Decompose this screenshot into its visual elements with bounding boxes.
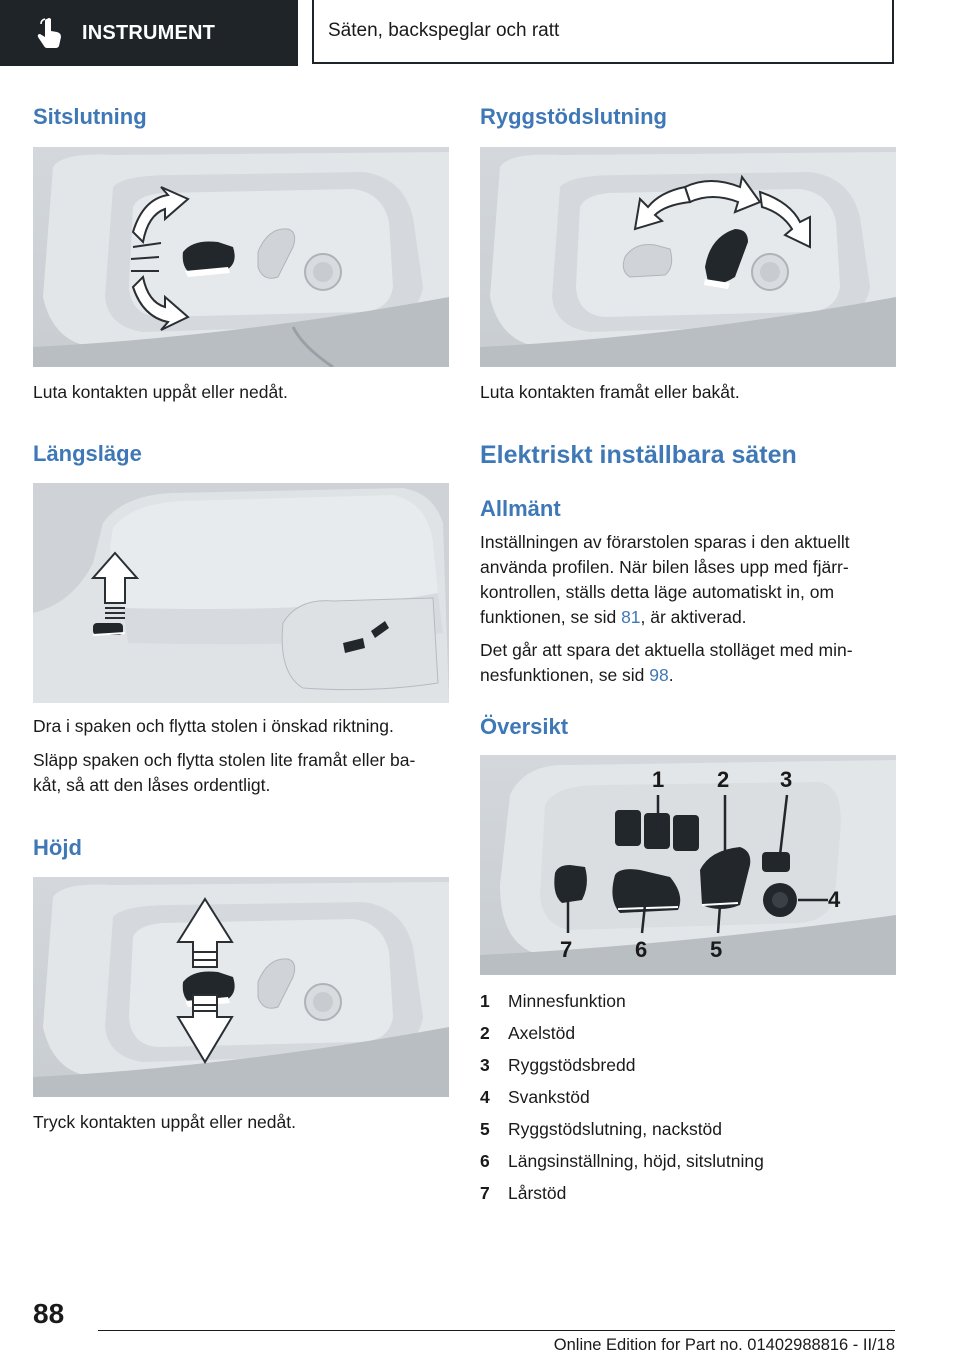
text-allmant-1b: använda profilen. När bilen låses upp med fjärr- [480, 557, 849, 577]
callout-1: 1 [652, 767, 665, 792]
legend-list [480, 985, 900, 1209]
legend-num: 1 [480, 990, 490, 1011]
heading-langslage: Längsläge [33, 441, 142, 466]
text-allmant-1d-pre: funktionen, se sid [480, 607, 622, 627]
text-langslage-1: Dra i spaken och flytta stolen i önskad riktning. [33, 716, 394, 736]
legend-item [480, 1049, 900, 1081]
page-link-81[interactable]: 81 [621, 607, 641, 627]
legend-label: Minnesfunktion [508, 990, 626, 1011]
figure-oversikt [480, 755, 896, 975]
legend-item [480, 985, 900, 1017]
figure-sitslutning [33, 147, 449, 367]
legend-label: Axelstöd [508, 1022, 576, 1043]
heading-hojd: Höjd [33, 835, 82, 860]
page-link-98[interactable]: 98 [649, 665, 669, 685]
legend-item [480, 1177, 900, 1209]
text-langslage-2b: kåt, så att den låses ordentligt. [33, 775, 271, 795]
text-allmant-2b-post: . [668, 665, 674, 685]
text-allmant-1d-post: , är aktiverad. [640, 607, 747, 627]
heading-oversikt: Översikt [480, 714, 569, 739]
callout-2: 2 [717, 767, 730, 792]
heading-allmant: Allmänt [480, 496, 561, 521]
figure-langslage [33, 483, 449, 703]
text-allmant-1d [480, 605, 747, 630]
figure-ryggstodslutning [480, 147, 896, 367]
header-title-box [312, 0, 894, 64]
header-section-tab [0, 0, 298, 66]
text-hojd: Tryck kontakten uppåt eller nedåt. [33, 1112, 296, 1132]
legend-label: Längsinställning, höjd, sitslutning [508, 1150, 764, 1171]
text-ryggstodslutning: Luta kontakten framåt eller bakåt. [480, 382, 740, 402]
legend-item [480, 1113, 900, 1145]
header-section-label: INSTRUMENT [82, 21, 216, 44]
callout-3: 3 [780, 767, 793, 792]
legend-item [480, 1081, 900, 1113]
legend-item [480, 1017, 900, 1049]
page-number: 88 [33, 1298, 65, 1329]
text-sitslutning: Luta kontakten uppåt eller nedåt. [33, 382, 288, 402]
callout-7: 7 [560, 937, 573, 962]
text-allmant-1c: kontrollen, ställs detta läge automatiskt in, om [480, 582, 835, 602]
footer-divider [98, 1330, 895, 1331]
legend-label: Ryggstödslutning, nackstöd [508, 1118, 723, 1139]
legend-num: 7 [480, 1182, 490, 1203]
footer-edition: Online Edition for Part no. 01402988816 - II/18 [553, 1336, 895, 1354]
heading-ryggstodslutning: Ryggstödslutning [480, 104, 667, 129]
legend-label: Ryggstödsbredd [508, 1054, 636, 1075]
callout-5: 5 [710, 937, 723, 962]
heading-elektriskt: Elektriskt inställbara säten [480, 441, 797, 469]
legend-num: 5 [480, 1118, 490, 1139]
text-langslage-2a: Släpp spaken och flytta stolen lite framåt eller ba- [33, 750, 416, 770]
hand-pointer-icon [30, 13, 70, 53]
legend-item [480, 1145, 900, 1177]
callout-6: 6 [635, 937, 648, 962]
header-title: Säten, backspeglar och ratt [328, 20, 560, 41]
legend-label: Lårstöd [508, 1182, 567, 1203]
text-allmant-2b-pre: nesfunktionen, se sid [480, 665, 650, 685]
legend-label: Svankstöd [508, 1086, 590, 1107]
legend-num: 3 [480, 1054, 490, 1075]
legend-num: 4 [480, 1086, 490, 1107]
figure-hojd [33, 877, 449, 1097]
text-allmant-1a: Inställningen av förarstolen sparas i den aktuellt [480, 532, 850, 552]
text-allmant-2a: Det går att spara det aktuella stolläget med min- [480, 640, 853, 660]
legend-num: 6 [480, 1150, 490, 1171]
heading-sitslutning: Sitslutning [33, 104, 147, 129]
legend-num: 2 [480, 1022, 490, 1043]
text-allmant-2b [480, 663, 674, 688]
callout-4: 4 [828, 887, 841, 912]
